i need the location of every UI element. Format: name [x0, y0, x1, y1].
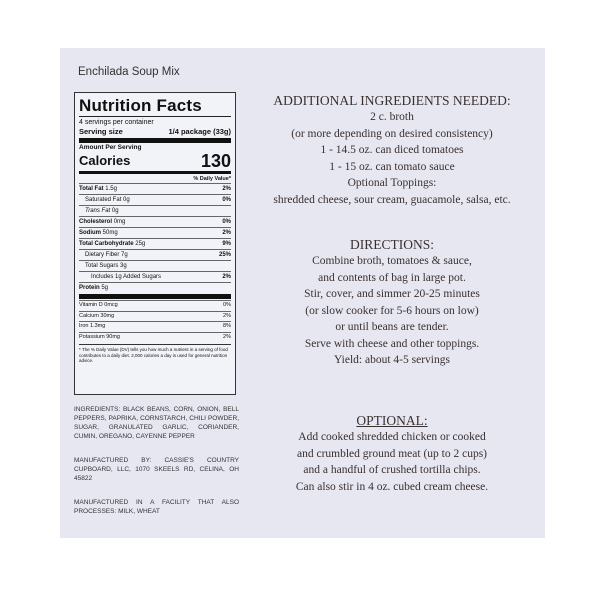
nutrient-amount: 0g	[111, 208, 119, 214]
nutrient-label: Cholesterol	[79, 219, 113, 225]
directions-line: or until beans are tender.	[335, 321, 449, 333]
nutrition-facts-heading: Nutrition Facts	[79, 96, 202, 115]
nutrient-row	[79, 282, 231, 293]
vitamin-amount: 1.3mg	[90, 323, 106, 329]
serving-size	[79, 127, 231, 137]
directions-heading: DIRECTIONS:	[350, 237, 434, 252]
vitamin-dv: 0%	[223, 302, 231, 308]
nutrient-label: Total Carbohydrate	[79, 241, 134, 247]
nutrient-label: Sodium	[79, 230, 101, 236]
nutrient-amount: 3g	[120, 263, 127, 269]
nutrient-label: Saturated Fat	[85, 197, 122, 203]
directions-line: Combine broth, tomatoes & sauce,	[312, 255, 472, 267]
nutrient-row	[79, 183, 231, 194]
vitamin-amount: 30mg	[100, 312, 115, 319]
additional-line: 2 c. broth	[370, 111, 414, 123]
nutrient-amount: 0g	[123, 197, 130, 203]
vitamin-dv: 8%	[223, 323, 231, 329]
nutrient-label: Total Sugars	[85, 263, 119, 269]
nutrient-amount: 1.5g	[105, 186, 117, 192]
nutrient-dv: 25%	[218, 252, 231, 258]
additional-line: 1 - 15 oz. can tomato sauce	[329, 160, 455, 173]
calories-value: 130	[200, 151, 231, 171]
ingredients-text: INGREDIENTS: BLACK BEANS, CORN, ONION, BELL PEPPERS, PAPRIKA, CORNSTARCH, CHILI POWDER, SUGAR, GRANULATED GARLIC, CORIANDER, CUMIN, OREGANO, CAYENNE PEPPER	[74, 406, 239, 440]
directions-line: Stir, cover, and simmer 20-25 minutes	[304, 288, 480, 300]
optional-line: Can also stir in 4 oz. cubed cream cheese.	[295, 480, 489, 493]
additional-line: shredded cheese, sour cream, guacamole, salsa, etc.	[273, 193, 511, 206]
additional-line: 1 - 14.5 oz. can diced tomatoes	[320, 144, 464, 156]
product-label	[60, 48, 545, 538]
vitamin-dv: 2%	[223, 333, 231, 340]
optional-heading: OPTIONAL:	[356, 413, 428, 428]
allergen-text: MANUFACTURED IN A FACILITY THAT ALSO PROCESSES: MILK, WHEAT	[74, 499, 239, 515]
directions-section	[246, 236, 538, 369]
nutrient-label: Trans Fat	[85, 208, 111, 214]
daily-value-footnote: * The % Daily Value (DV) tells you how much a nutrient in a serving of food contributes to a daily diet. 2,000 calories a day is used for general nutrition advice.	[79, 344, 231, 364]
optional-line: and crumbled ground meat (up to 2 cups)	[296, 447, 488, 460]
nutrient-label: Protein	[79, 285, 100, 291]
vitamin-row	[79, 300, 231, 311]
nutrient-dv: 0%	[222, 219, 231, 225]
optional-line: Add cooked shredded chicken or cooked	[298, 431, 486, 443]
manufacturer-text: MANUFACTURED BY: CASSIE'S COUNTRY CUPBOARD, LLC, 1070 SKEELS RD, CELINA, OH 45822	[74, 457, 239, 482]
nutrient-label: Total Fat	[79, 186, 104, 192]
nutrient-row	[79, 216, 231, 227]
additional-ingredients-heading: ADDITIONAL INGREDIENTS NEEDED:	[273, 93, 511, 108]
vitamin-row	[79, 311, 231, 322]
nutrient-amount: 50mg	[102, 230, 118, 236]
vitamin-label: Vitamin D	[79, 302, 103, 308]
serving-size-label: Serving size	[79, 127, 123, 136]
calories-label: Calories	[79, 153, 131, 168]
product-title: Enchilada Soup Mix	[78, 66, 180, 78]
daily-value-header: % Daily Value*	[193, 176, 231, 182]
vitamin-label: Potassium	[79, 333, 105, 340]
vitamin-row	[79, 332, 231, 343]
vitamin-label: Calcium	[79, 312, 99, 319]
nutrient-dv: 9%	[222, 241, 231, 247]
vitamin-amount: 90mg	[106, 333, 120, 340]
nutrient-amount: 7g	[121, 252, 128, 258]
nutrient-dv: 2%	[222, 186, 231, 192]
nutrient-amount: 0mg	[113, 219, 126, 225]
nutrient-amount: 5g	[101, 285, 109, 291]
nutrient-label: Dietary Fiber	[85, 252, 120, 258]
amount-per-serving: Amount Per Serving	[79, 144, 142, 151]
directions-line: and contents of bag in large pot.	[318, 271, 466, 284]
directions-line: (or slow cooker for 5-6 hours on low)	[305, 304, 479, 317]
vitamin-label: Iron	[79, 323, 89, 329]
nutrient-row	[79, 194, 231, 205]
additional-line: (or more depending on desired consistency)	[291, 127, 493, 140]
nutrient-label: Includes 1g Added Sugars	[91, 274, 162, 280]
additional-ingredients-section	[246, 92, 538, 208]
nutrient-row	[79, 260, 231, 271]
directions-line: Serve with cheese and other toppings.	[304, 337, 480, 350]
vitamin-amount: 0mcg	[104, 302, 118, 308]
directions-line: Yield: about 4-5 servings	[334, 354, 450, 366]
vitamin-dv: 2%	[223, 312, 231, 319]
additional-line: Optional Toppings:	[347, 177, 437, 189]
serving-size-value: 1/4 package (33g)	[168, 127, 231, 136]
nutrient-amount: 25g	[135, 241, 146, 247]
nutrient-row	[79, 271, 231, 282]
nutrient-row	[79, 249, 231, 260]
nutrient-row	[79, 227, 231, 238]
nutrient-row	[79, 205, 231, 216]
divider-medium	[79, 171, 231, 174]
nutrient-dv: 2%	[222, 230, 231, 236]
vitamin-row	[79, 321, 231, 332]
nutrient-dv: 0%	[222, 197, 231, 203]
calories-row	[79, 152, 231, 170]
nutrient-row	[79, 238, 231, 249]
nutrition-facts-panel	[74, 92, 236, 395]
divider-thick	[79, 294, 231, 299]
servings-per-container: 4 servings per container	[79, 116, 231, 127]
optional-line: and a handful of crushed tortilla chips.	[303, 464, 481, 476]
nutrient-dv: 2%	[222, 274, 231, 280]
optional-section	[246, 412, 538, 495]
divider-thick	[79, 138, 231, 143]
